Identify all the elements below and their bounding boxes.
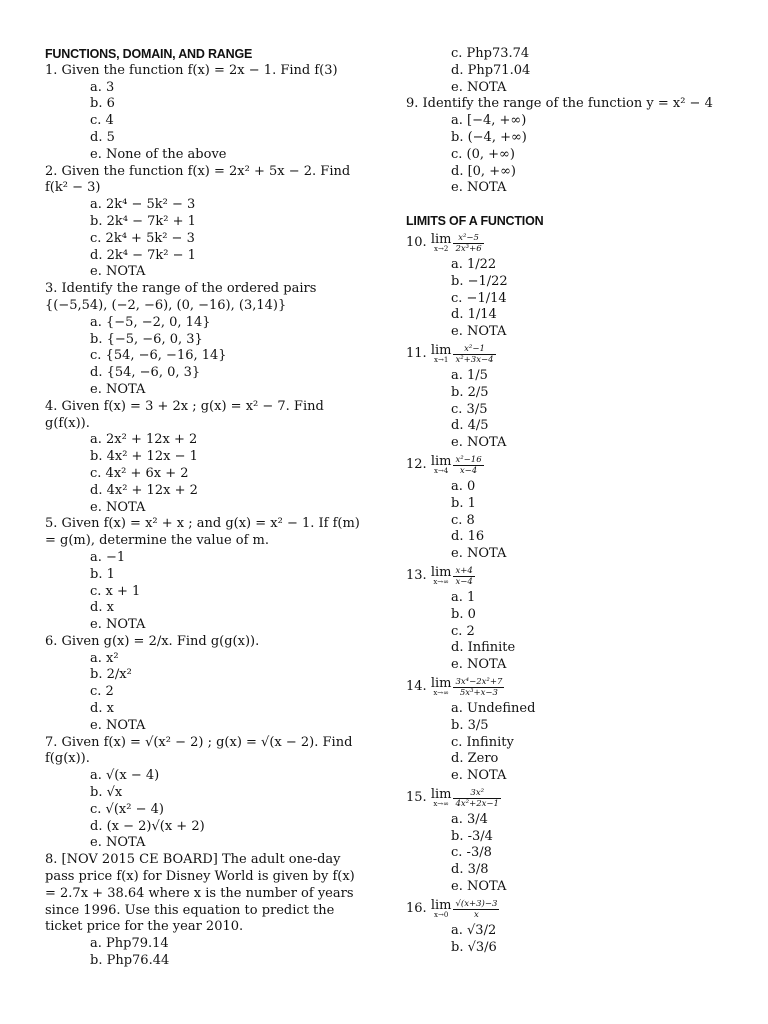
option: e. NOTA [90,617,146,633]
question-13 [406,563,736,590]
option: d. 4/5 [451,418,489,434]
denominator: x [474,909,479,920]
question-number: 11. [406,346,427,362]
fraction [453,677,504,698]
option: d. (x − 2)√(x + 2) [90,818,205,834]
limit-operator: lim x→∞ [430,675,452,697]
denominator: 5x³+x−3 [459,687,498,698]
denominator: 2x³+6 [455,243,482,254]
option: b. 4x² + 12x − 1 [90,449,198,465]
option: c. 2 [90,684,114,700]
option: d. 16 [451,529,485,545]
question-12 [406,452,736,479]
option: a. 2k⁴ − 5k² − 3 [90,197,196,213]
fraction [453,455,483,476]
option: b. 2/x² [90,667,132,683]
denominator: 4x²+2x−1 [455,798,499,809]
option: c. -3/8 [451,845,492,861]
option: a. 0 [451,478,476,494]
option: c. 8 [451,512,475,528]
question-number: 10. [406,235,427,251]
option: a. −1 [90,549,126,565]
option: b. 2k⁴ − 7k² + 1 [90,213,196,229]
limit-operator: lim x→1 [430,342,452,364]
option: c. 4 [90,113,114,129]
option: d. 2k⁴ − 7k² − 1 [90,247,196,263]
question-number: 13. [406,568,427,584]
option: e. NOTA [90,835,146,851]
fraction [453,344,495,365]
option: c. 2k⁴ + 5k² − 3 [90,230,195,246]
option: c. −1/14 [451,290,507,306]
option: c. 3/5 [451,401,488,417]
numerator: x+4 [455,565,473,576]
option: c. {54, −6, −16, 14} [90,348,227,364]
question-number: 12. [406,457,427,473]
denominator: x−4 [459,465,478,476]
question-10 [406,230,736,257]
option: b. 6 [90,96,115,112]
question-16 [406,896,736,923]
option: a. [−4, +∞) [451,113,527,129]
option: e. NOTA [451,546,507,562]
fraction [453,566,474,587]
option: c. Php73.74 [451,46,530,61]
limit-operator: lim x→∞ [430,564,452,586]
numerator: 3x² [453,788,500,799]
option: d. Zero [451,751,499,767]
option: e. NOTA [451,435,507,451]
option: b. 2/5 [451,384,489,400]
option: e. NOTA [451,324,507,340]
question-11 [406,341,736,368]
option: e. NOTA [90,381,146,397]
option: c. 4x² + 6x + 2 [90,465,189,481]
denominator: x−4 [455,576,473,587]
limit-operator: lim x→∞ [430,786,452,808]
question-14 [406,674,736,701]
option: d. 1/14 [451,307,497,323]
option: b. (−4, +∞) [451,129,527,145]
option: d. 3/8 [451,862,489,878]
limit-operator: lim x→0 [430,897,452,919]
option: e. NOTA [90,264,146,280]
option: b. -3/4 [451,828,493,844]
option: a. 1/22 [451,256,497,272]
question-3: 3. Identify the range of the ordered pairs {(−5,54), (−2, −6), (0, −16), (3,14)} [45,281,317,313]
fraction [453,233,483,254]
numerator: 3x⁴−2x²+7 [455,676,503,687]
option: e. NOTA [451,180,507,196]
option: e. NOTA [451,879,507,895]
option: e. None of the above [90,146,227,162]
option: a. 2x² + 12x + 2 [90,432,198,448]
option: d. {54, −6, 0, 3} [90,365,201,381]
option: a. 3/4 [451,811,488,827]
section-title-limits: LIMITS OF A FUNCTION [406,214,544,229]
option: e. NOTA [90,499,146,515]
numerator: √(x+3)−3 [455,898,498,909]
option: d. 5 [90,129,115,145]
question-15 [406,785,736,812]
option: a. 3 [90,79,115,95]
option: d. x [90,701,114,717]
option: a. √3/2 [451,922,497,938]
question-6: 6. Given g(x) = 2/x. Find g(g(x)). [45,633,260,649]
question-2: 2. Given the function f(x) = 2x² + 5x − 2. Find f(k² − 3) [45,163,351,196]
denominator: x²+3x−4 [455,354,494,365]
option: b. √3/6 [451,939,497,955]
question-5: 5. Given f(x) = x² + x ; and g(x) = x² − 1. If f(m) = g(m), determine the value of m. [45,516,360,549]
question-1: 1. Given the function f(x) = 2x − 1. Find f(3) [45,62,338,78]
option: a. 1/5 [451,367,488,383]
option: d. Php71.04 [451,62,531,78]
option: b. 1 [90,566,115,582]
fraction [453,899,499,920]
option: c. √(x² − 4) [90,801,164,817]
option: a. 1 [451,589,476,605]
option: d. 4x² + 12x + 2 [90,482,198,498]
option: b. {−5, −6, 0, 3} [90,331,203,347]
option: b. 3/5 [451,717,489,733]
option: d. x [90,600,114,616]
question-9: 9. Identify the range of the function y = x² − 4 [406,96,713,112]
numerator: x²−1 [453,344,495,355]
option: c. (0, +∞) [451,146,515,162]
option: b. 0 [451,606,476,622]
option: c. x + 1 [90,583,141,599]
option: c. Infinity [451,734,514,750]
option: b. 1 [451,495,476,511]
right-column [406,46,736,956]
option: a. Php79.14 [90,936,169,952]
option: a. √(x − 4) [90,768,160,784]
limit-operator: lim x→4 [430,453,452,475]
option: a. x² [90,650,119,666]
option: e. NOTA [451,768,507,784]
option: e. NOTA [451,79,507,95]
question-number: 14. [406,679,427,694]
option: a. Undefined [451,700,536,716]
left-column [45,46,365,970]
limit-operator: lim x→2 [430,231,452,253]
option: a. {−5, −2, 0, 14} [90,314,211,330]
question-7: 7. Given f(x) = √(x² − 2) ; g(x) = √(x − 2). Find f(g(x)). [45,734,353,767]
numerator: x²−16 [455,454,482,465]
option: b. −1/22 [451,273,508,289]
question-4: 4. Given f(x) = 3 + 2x ; g(x) = x² − 7. Find g(f(x)). [45,398,324,431]
option: b. Php76.44 [90,953,170,969]
question-number: 16. [406,900,427,916]
option: e. NOTA [451,657,507,673]
option: d. [0, +∞) [451,163,516,179]
question-8: 8. [NOV 2015 CE BOARD] The adult one-day pass price f(x) for Disney World is given by f(x) = 2.7x + 38.64 where x is the number of years since 1996. Use this equation to predict the ticket price for the year 2010. [45,852,355,935]
option: e. NOTA [90,717,146,733]
fraction [453,788,500,809]
option: c. 2 [451,623,475,639]
option: b. √x [90,785,123,801]
numerator: x²−5 [453,233,483,244]
section-title-functions: FUNCTIONS, DOMAIN, AND RANGE [45,47,253,61]
question-number: 15. [406,789,427,805]
option: d. Infinite [451,640,516,656]
